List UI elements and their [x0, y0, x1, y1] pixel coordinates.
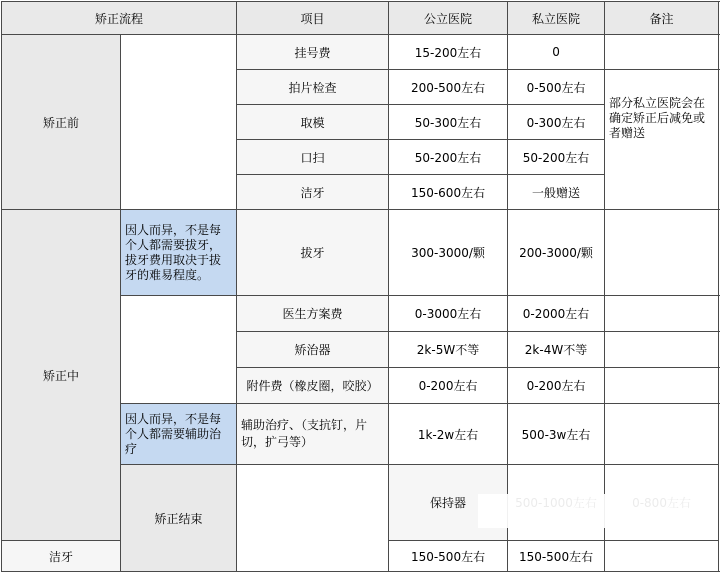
- row-private: 500-3w左右: [508, 404, 605, 465]
- row-public: 15-200左右: [389, 35, 508, 70]
- row-item: 取模: [237, 105, 389, 140]
- row-public: 1k-2w左右: [389, 404, 508, 465]
- row-item: 口扫: [237, 140, 389, 175]
- row-item: 医生方案费: [237, 296, 389, 332]
- blank-cell: [121, 35, 237, 210]
- remark-blank: [605, 35, 719, 70]
- row-public: 0-200左右: [389, 368, 508, 404]
- remark-blank: [605, 368, 719, 404]
- blank-cell: [121, 296, 237, 404]
- row-private: 0-300左右: [508, 105, 605, 140]
- row-private: 2k-4W不等: [508, 332, 605, 368]
- watermark-overlay: [478, 494, 714, 528]
- row-private: 50-200左右: [508, 140, 605, 175]
- row-public: 150-600左右: [389, 175, 508, 210]
- row-item: 拍片检查: [237, 70, 389, 105]
- row-private: 0-200左右: [508, 368, 605, 404]
- header-item: 项目: [237, 2, 389, 35]
- table-row: [2, 210, 719, 296]
- header-process: 矫正流程: [2, 2, 237, 35]
- row-public: 50-200左右: [389, 140, 508, 175]
- row-item: 洁牙: [2, 541, 121, 572]
- stage-during: 矫正中: [2, 210, 121, 541]
- remark-blank: [605, 210, 719, 296]
- remark-before: 部分私立医院会在确定矫正后减免或者赠送: [605, 70, 719, 210]
- blank-cell: [237, 465, 389, 572]
- row-private: 0-500左右: [508, 70, 605, 105]
- header-row: [2, 2, 719, 35]
- remark-blank: [605, 541, 719, 572]
- row-item: 保持器: [389, 465, 508, 541]
- row-item: 拔牙: [237, 210, 389, 296]
- row-item: 挂号费: [237, 35, 389, 70]
- remark-blank: [605, 332, 719, 368]
- row-public: 50-300左右: [389, 105, 508, 140]
- row-public: 2k-5W不等: [389, 332, 508, 368]
- row-private: 150-500左右: [508, 541, 605, 572]
- row-public: 0-3000左右: [389, 296, 508, 332]
- note-auxiliary: 因人而异，不是每个人都需要辅助治疗: [121, 404, 237, 465]
- row-private: 200-3000/颗: [508, 210, 605, 296]
- row-public: 200-500左右: [389, 70, 508, 105]
- row-private: 0: [508, 35, 605, 70]
- remark-blank: [605, 404, 719, 465]
- row-item: 辅助治疗、（支抗钉，片切，扩弓等）: [237, 404, 389, 465]
- row-private: 一般赠送: [508, 175, 605, 210]
- header-public: 公立医院: [389, 2, 508, 35]
- row-item: 洁牙: [237, 175, 389, 210]
- row-public: 300-3000/颗: [389, 210, 508, 296]
- row-item: 矫治器: [237, 332, 389, 368]
- table-row: [2, 35, 719, 70]
- cost-table: [1, 1, 719, 572]
- row-private: 0-2000左右: [508, 296, 605, 332]
- note-extraction: 因人而异，不是每个人都需要拔牙，拔牙费用取决于拔牙的难易程度。: [121, 210, 237, 296]
- row-public: 150-500左右: [389, 541, 508, 572]
- stage-after: 矫正结束: [121, 465, 237, 572]
- header-private: 私立医院: [508, 2, 605, 35]
- header-remark: 备注: [605, 2, 719, 35]
- row-item: 附件费（橡皮圈，咬胶）: [237, 368, 389, 404]
- remark-blank: [605, 296, 719, 332]
- stage-before: 矫正前: [2, 35, 121, 210]
